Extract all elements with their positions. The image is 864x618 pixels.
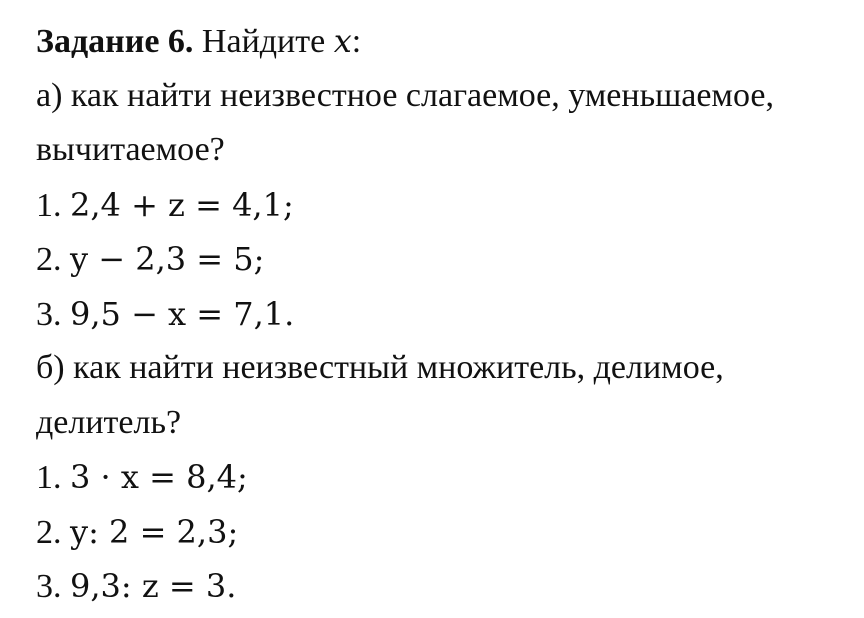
item-expression: 9,5 − x = 7,1. xyxy=(70,294,295,333)
item-expression: 9,3: z = 3. xyxy=(70,567,237,605)
item-number: 3. xyxy=(36,295,62,333)
part-b-item-1 xyxy=(36,450,856,505)
item-number: 2. xyxy=(36,513,62,551)
part-a-question-line-1: а) как найти неизвестное слагаемое, уменьшаемое, xyxy=(36,76,774,114)
item-number: 1. xyxy=(36,459,62,496)
item-expression: y − 2,3 = 5; xyxy=(70,240,265,278)
part-a-item-2 xyxy=(36,232,856,287)
task-variable: x xyxy=(333,22,352,60)
item-number: 3. xyxy=(36,568,62,605)
part-b-question-line-2: делитель? xyxy=(36,403,182,441)
item-expression: 2,4 + z = 4,1; xyxy=(70,185,294,224)
part-b-question-line-1: б) как найти неизвестный множитель, делимое, xyxy=(36,349,724,386)
task-document xyxy=(36,14,856,614)
part-a-item-1 xyxy=(36,178,856,233)
item-number: 2. xyxy=(36,241,62,278)
part-a-question-line-2: вычитаемое? xyxy=(36,131,225,168)
task-heading xyxy=(36,14,856,69)
task-colon: : xyxy=(351,23,362,60)
task-instruction: Найдите xyxy=(201,23,326,60)
item-expression: 3 · x = 8,4; xyxy=(70,458,248,496)
part-b-item-2 xyxy=(36,505,856,560)
item-number: 1. xyxy=(36,186,62,224)
part-a-item-3 xyxy=(36,287,856,342)
task-title: Задание 6. xyxy=(36,23,194,60)
part-b-item-3 xyxy=(36,559,856,614)
item-expression: y: 2 = 2,3; xyxy=(70,512,239,551)
